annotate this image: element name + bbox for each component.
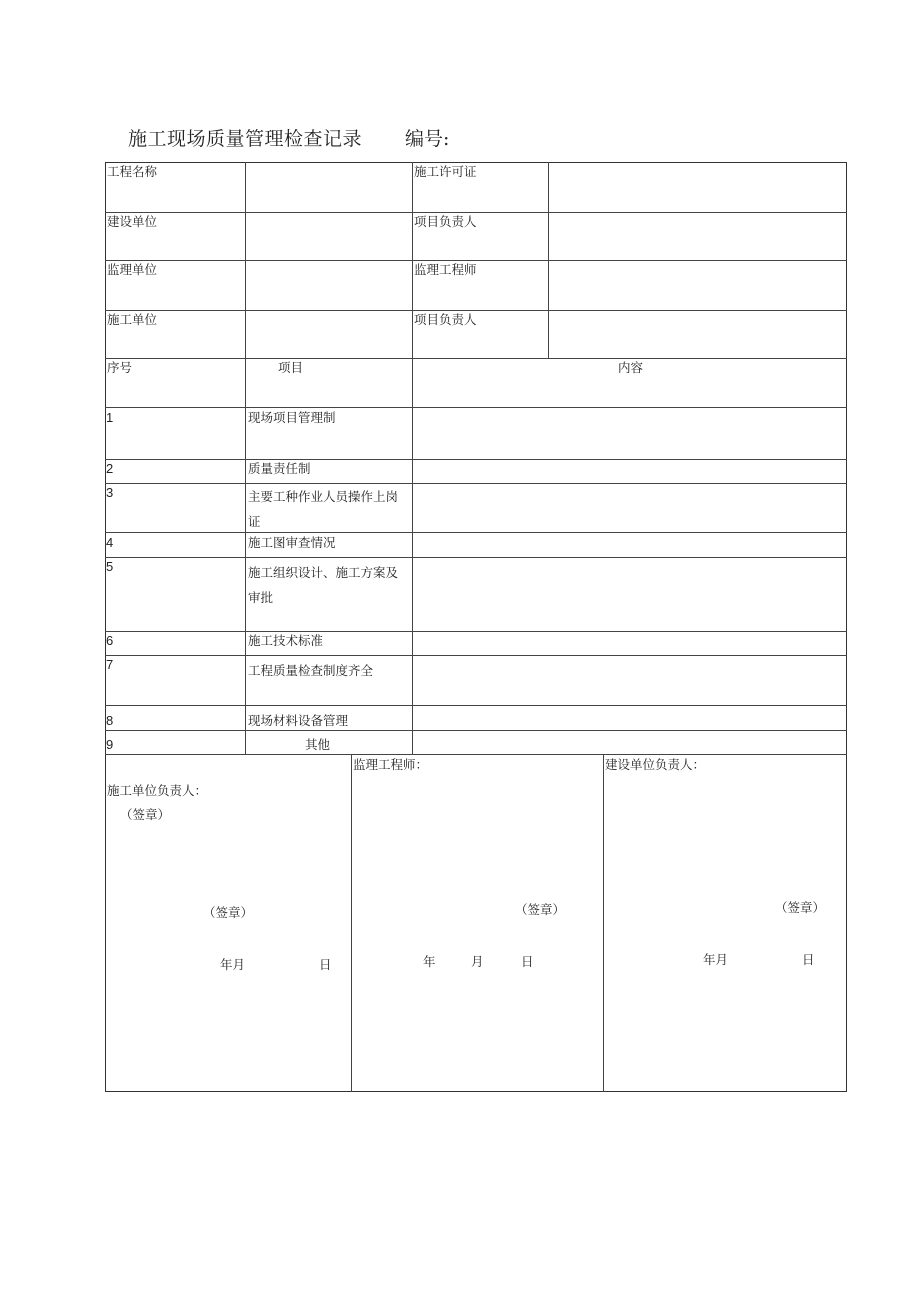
row-divider <box>105 483 847 484</box>
owner-date-year-month: 年月 <box>703 952 729 967</box>
item-no: 1 <box>106 410 114 425</box>
column-header-content: 内容 <box>618 360 644 375</box>
item-no: 6 <box>106 633 114 648</box>
column-header-item: 项目 <box>278 360 304 375</box>
page-title: 施工现场质量管理检查记录 <box>128 128 363 150</box>
serial-number-label: 编号: <box>405 128 450 150</box>
column-divider <box>351 754 352 1092</box>
row-divider <box>105 260 847 261</box>
column-divider <box>548 162 549 358</box>
item-name: 质量责任制 <box>248 461 311 476</box>
row-divider <box>105 459 847 460</box>
contractor-seal: （签章） <box>203 905 254 920</box>
column-header-no: 序号 <box>107 360 133 375</box>
contractor-unit-label: 施工单位 <box>107 312 158 327</box>
item-name: 现场材料设备管理 <box>248 713 349 728</box>
owner-signoff-label: 建设单位负责人： <box>605 757 706 772</box>
item-no: 3 <box>106 485 114 500</box>
row-divider <box>105 212 847 213</box>
supervisor-date-year: 年 <box>423 954 436 969</box>
owner-date-day: 日 <box>802 952 815 967</box>
project-name-label: 工程名称 <box>107 164 158 179</box>
item-name: 现场项目管理制 <box>248 410 336 425</box>
contractor-seal-top: （签章） <box>120 807 171 822</box>
supervision-unit-label: 监理单位 <box>107 262 158 277</box>
item-no: 9 <box>106 737 114 752</box>
item-name: 施工技术标准 <box>248 633 324 648</box>
row-divider <box>105 407 847 408</box>
column-divider <box>412 162 413 754</box>
construction-permit-label: 施工许可证 <box>414 164 477 179</box>
item-name: 工程质量检查制度齐全 <box>248 663 374 678</box>
owner-project-manager-label: 项目负责人 <box>414 214 477 229</box>
row-divider <box>105 655 847 656</box>
row-divider <box>105 631 847 632</box>
supervisor-date-day: 日 <box>521 954 534 969</box>
owner-seal: （签章） <box>775 900 826 915</box>
item-name: 施工组织设计、施工方案及审批 <box>248 565 399 605</box>
contractor-project-manager-label: 项目负责人 <box>414 312 477 327</box>
supervisor-date-month: 月 <box>471 954 484 969</box>
item-no: 8 <box>106 713 114 728</box>
column-divider <box>603 754 604 1092</box>
row-divider <box>105 358 847 359</box>
item-no: 4 <box>106 535 114 550</box>
supervising-engineer-label: 监理工程师 <box>414 262 477 277</box>
item-name: 施工图审查情况 <box>248 535 336 550</box>
contractor-date-day: 日 <box>319 957 332 972</box>
item-no: 2 <box>106 461 114 476</box>
row-divider <box>105 557 847 558</box>
supervisor-seal: （签章） <box>515 902 566 917</box>
supervisor-signoff-label: 监理工程师： <box>353 757 429 772</box>
row-divider <box>105 532 847 533</box>
inspection-table <box>105 162 847 1092</box>
row-divider <box>105 705 847 706</box>
item-no: 5 <box>106 559 114 574</box>
item-no: 7 <box>106 657 114 672</box>
contractor-date-year-month: 年月 <box>220 957 246 972</box>
item-name: 主要工种作业人员操作上岗证 <box>248 489 399 529</box>
item-name: 其他 <box>305 737 331 752</box>
owner-unit-label: 建设单位 <box>107 214 158 229</box>
row-divider <box>105 310 847 311</box>
column-divider <box>245 162 246 754</box>
row-divider <box>105 730 847 731</box>
contractor-signoff-label: 施工单位负责人： <box>107 783 208 798</box>
row-divider <box>105 754 847 755</box>
